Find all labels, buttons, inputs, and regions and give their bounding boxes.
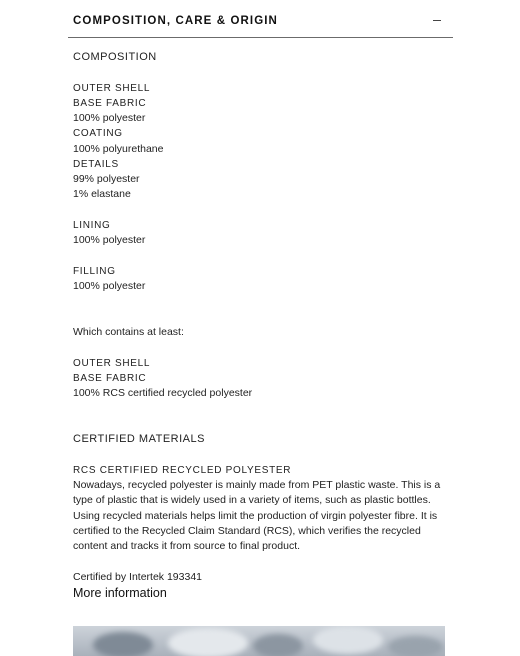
contains-intro: Which contains at least: <box>73 326 184 338</box>
certified-by: Certified by Intertek 193341 <box>73 571 202 583</box>
base-fabric-value: 100% polyester <box>73 112 146 124</box>
rcs-subheading: RCS CERTIFIED RECYCLED POLYESTER <box>73 465 292 476</box>
contains-base-fabric-label: BASE FABRIC <box>73 373 147 384</box>
outer-shell-label: OUTER SHELL <box>73 83 151 94</box>
section-title: COMPOSITION, CARE & ORIGIN <box>73 15 278 27</box>
details-label: DETAILS <box>73 159 119 170</box>
filling-value: 100% polyester <box>73 280 146 292</box>
coating-value: 100% polyurethane <box>73 143 164 155</box>
section-header[interactable] <box>68 0 453 38</box>
lining-value: 100% polyester <box>73 234 146 246</box>
filling-label: FILLING <box>73 266 116 277</box>
minus-icon[interactable] <box>429 14 445 28</box>
rcs-description: Nowadays, recycled polyester is mainly made from PET plastic waste. This is a type of plastic that is widely used in a variety of items, such as plastic bottles. Using recycled materials helps limit the production of virgin polyester fibre. It is certified to the Recycled Claim Standard (RCS), which verifies the recycled content and tracks it from source to final product. <box>73 479 441 553</box>
details-value: 1% elastane <box>73 188 131 200</box>
base-fabric-label: BASE FABRIC <box>73 98 147 109</box>
contains-base-fabric-value: 100% RCS certified recycled polyester <box>73 387 253 399</box>
more-information-link[interactable]: More information <box>73 586 167 600</box>
composition-heading: COMPOSITION <box>73 51 157 63</box>
coating-label: COATING <box>73 128 123 139</box>
certified-materials-heading: CERTIFIED MATERIALS <box>73 433 205 445</box>
lining-label: LINING <box>73 220 111 231</box>
product-image <box>73 626 445 656</box>
contains-outer-shell-label: OUTER SHELL <box>73 358 151 369</box>
details-value: 99% polyester <box>73 173 140 185</box>
